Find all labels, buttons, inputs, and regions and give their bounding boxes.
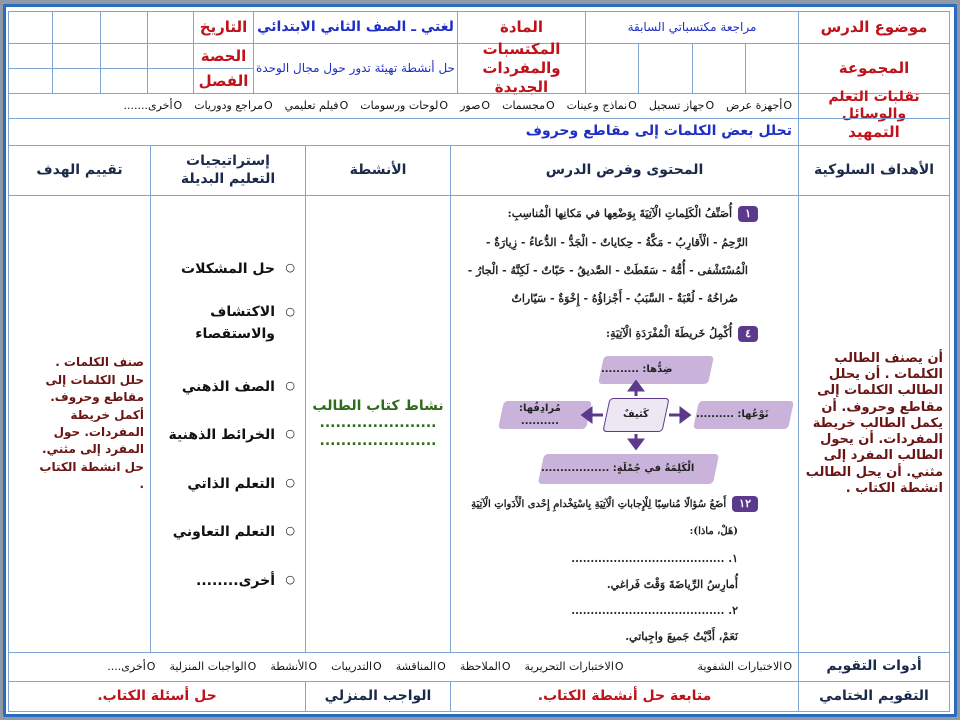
word-line: صُراخُهُ - لُعْبَةٌ - السَّبَبُ - أَجْزاؤُهُ - إِخْوَةٌ - سَيّاراتٌ bbox=[511, 292, 738, 305]
new-vocab: حل أنشطة تهيئة تدور حول مجال الوحدة bbox=[253, 43, 458, 94]
assessment-option[interactable]: O الاختبارات الشفوية bbox=[698, 660, 792, 674]
strategies-cell bbox=[150, 195, 306, 653]
tool-option[interactable]: O نماذج وعينات bbox=[567, 99, 637, 113]
question-tools: (هَلْ، ماذا): bbox=[689, 526, 738, 537]
content-header: المحتوى وفرض الدرس bbox=[450, 145, 799, 196]
strategy-label: حل المشكلات bbox=[181, 261, 275, 277]
map-bottom-box bbox=[538, 454, 719, 484]
objectives-text: أن يصنف الطالب الكلمات . أن يحلل الطالب الكلمات إلى مقاطع وحروف. أن يكمل الطالب خريطة المفردات. أن يحول الطالب المفرد إلى مثني. أن يحل الطالب انشطة الكتاب . bbox=[798, 195, 950, 653]
evaluation-header: تقييم الهدف bbox=[8, 145, 151, 196]
map-label: نَوْعُها: .......... bbox=[696, 408, 769, 420]
lesson-topic-label: موضوع الدرس bbox=[798, 11, 950, 44]
homework-text: حل أسئلة الكتاب. bbox=[8, 681, 306, 712]
strategy-label: التعلم الذاتي bbox=[187, 476, 275, 492]
tools-label: تقلبات التعلم والوسائل bbox=[798, 93, 950, 119]
period-label: الحصة bbox=[193, 43, 254, 69]
date-cell bbox=[100, 11, 148, 44]
assessment-option[interactable]: O الأنشطة bbox=[270, 660, 317, 674]
class-cell bbox=[147, 68, 194, 94]
strategy-item[interactable]: ○ أخرى........ bbox=[196, 573, 295, 589]
strategy-label: الصف الذهني bbox=[181, 379, 275, 395]
evaluation-text: صنف الكلمات . حلل الكلمات إلى مقاطع وحروف. أكمل خريطة المفردات. حول المفرد إلى مثني. حل انشطة الكتاب . bbox=[8, 195, 151, 653]
strategy-item[interactable]: ○ حل المشكلات bbox=[181, 261, 295, 277]
strategy-label: الخرائط الذهنية bbox=[168, 427, 275, 443]
class-cell bbox=[100, 68, 148, 94]
activities-dots: ...................... bbox=[319, 415, 437, 432]
subject-label: المادة bbox=[457, 11, 586, 44]
group-cell bbox=[638, 43, 693, 94]
lesson-topic: مراجعة مكتسباتي السابقة bbox=[585, 11, 799, 44]
content-cell bbox=[450, 195, 799, 653]
assessment-options bbox=[8, 652, 799, 682]
new-vocab-label: المكتسبات والمفردات الجديدة bbox=[457, 43, 586, 94]
strategy-item[interactable]: ○ الاكتشاف والاستقصاء bbox=[195, 304, 295, 343]
exercise-badge: ١٢ bbox=[732, 496, 758, 512]
tool-option[interactable]: O أخرى....... bbox=[124, 99, 183, 113]
answer-text: نَعَمْ، أَدَّيْتُ جَميعَ واجِباتي. bbox=[625, 630, 738, 643]
assessment-option[interactable]: O التدريبات bbox=[331, 660, 382, 674]
date-cell bbox=[8, 11, 53, 44]
exercise-badge: ١ bbox=[738, 206, 758, 222]
intro-text: تحلل بعض الكلمات إلى مقاطع وحروف bbox=[8, 118, 799, 146]
strategies-header: إستراتيجيات التعليم البديلة bbox=[150, 145, 306, 196]
map-center-word: كَثيفٌ bbox=[623, 408, 649, 420]
strategy-item[interactable]: ○ التعلم التعاوني bbox=[172, 524, 295, 540]
date-cell bbox=[147, 11, 194, 44]
class-cell bbox=[8, 68, 53, 94]
period-cell bbox=[147, 43, 194, 69]
map-label: مُرادِفُها: .......... bbox=[519, 402, 561, 426]
exercise-title-text: أُكْمِلُ خَريطَةَ الْمُفْرَدَةِ الْآتِيَةِ: bbox=[606, 327, 733, 340]
tools-options bbox=[8, 93, 799, 119]
subject: لغتي ـ الصف الثاني الابتدائي bbox=[253, 11, 458, 44]
activities-cell bbox=[305, 195, 451, 653]
assessment-option[interactable]: O الملاحظة bbox=[460, 660, 511, 674]
exercise-badge: ٤ bbox=[738, 326, 758, 342]
activities-title: نشاط كتاب الطالب bbox=[312, 397, 444, 414]
strategy-label: أخرى........ bbox=[196, 573, 275, 589]
objectives-header: الأهداف السلوكية bbox=[798, 145, 950, 196]
homework-label: الواجب المنزلي bbox=[305, 681, 451, 712]
activities-header: الأنشطة bbox=[305, 145, 451, 196]
answer-line: ١. ........................................ bbox=[571, 552, 738, 565]
strategy-label: التعلم التعاوني bbox=[172, 524, 275, 540]
assessment-option[interactable]: O الاختبارات التحريرية bbox=[525, 660, 624, 674]
word-line: الْمُسْتَشْفى - أُمُّهُ - سَقَطَتْ - الصَّديقُ - حَبّاتٌ - لَكِنَّهُ - الْجارُ - bbox=[467, 264, 748, 277]
tool-option[interactable]: O جهاز تسجيل bbox=[649, 99, 714, 113]
exercise-title-text: أُصَنِّفُ الْكَلِماتِ الْآتِيَةَ بِوَضْعِها في مَكانِها الْمُناسِبِ: bbox=[507, 207, 733, 220]
tool-option[interactable]: O أجهزة عرض bbox=[726, 99, 792, 113]
strategy-item[interactable]: ○ التعلم الذاتي bbox=[187, 476, 295, 492]
intro-label: التمهيد bbox=[798, 118, 950, 146]
activities-dots: ...................... bbox=[319, 432, 437, 449]
tool-option[interactable]: O مجسمات bbox=[502, 99, 555, 113]
strategy-item[interactable]: ○ الصف الذهني bbox=[181, 379, 295, 395]
tool-option[interactable]: O لوحات ورسومات bbox=[360, 99, 448, 113]
final-text: متابعة حل أنشطة الكتاب. bbox=[450, 681, 799, 712]
period-cell bbox=[100, 43, 148, 69]
period-cell bbox=[8, 43, 53, 69]
lesson-plan bbox=[3, 4, 957, 717]
map-label: ضِدُّها: .......... bbox=[601, 363, 673, 375]
map-label: الْكَلِمَةُ في جُمْلَةٍ: .................. bbox=[541, 462, 695, 474]
group-label: المجموعة bbox=[798, 43, 950, 94]
tool-option[interactable]: O مراجع ودوريات bbox=[194, 99, 272, 113]
strategy-item[interactable]: ○ الخرائط الذهنية bbox=[168, 427, 295, 443]
assessment-option[interactable]: O المناقشة bbox=[396, 660, 446, 674]
exercise-12-title bbox=[458, 496, 758, 512]
period-cell bbox=[52, 43, 101, 69]
final-label: التقويم الختامي bbox=[798, 681, 950, 712]
assessment-option[interactable]: O أخرى.... bbox=[107, 660, 155, 674]
tool-option[interactable]: O فيلم تعليمي bbox=[285, 99, 349, 113]
exercise-title-text: أَضَعُ سُؤالًا مُناسِبًا لِلْإِجاباتِ الْآتِيَةِ بِاسْتِخْدامِ إِحْدى الْأَدَواتِ الْآتِيَةِ bbox=[471, 499, 727, 510]
word-line: الرَّحِمُ - الْأَقارِبُ - مَكَّةُ - حِكاياتٌ - الْجَدُّ - الدُّعاءُ - زِيارَةٌ - bbox=[485, 236, 748, 249]
class-label: الفصل bbox=[193, 68, 254, 94]
answer-line: ٢. ........................................ bbox=[571, 604, 738, 617]
strategy-label: الاكتشاف والاستقصاء bbox=[195, 304, 275, 343]
group-cell bbox=[745, 43, 799, 94]
group-cell bbox=[692, 43, 746, 94]
date-cell bbox=[52, 11, 101, 44]
answer-text: أُمارِسُ الرِّياضَةَ وَقْتَ فَراغي. bbox=[606, 578, 738, 591]
tool-option[interactable]: O صور bbox=[460, 99, 490, 113]
group-cell bbox=[585, 43, 639, 94]
date-label: التاريخ bbox=[193, 11, 254, 44]
class-cell bbox=[52, 68, 101, 94]
assessment-option[interactable]: O الواجبات المنزلية bbox=[169, 660, 256, 674]
assessment-label: أدوات التقويم bbox=[798, 652, 950, 682]
